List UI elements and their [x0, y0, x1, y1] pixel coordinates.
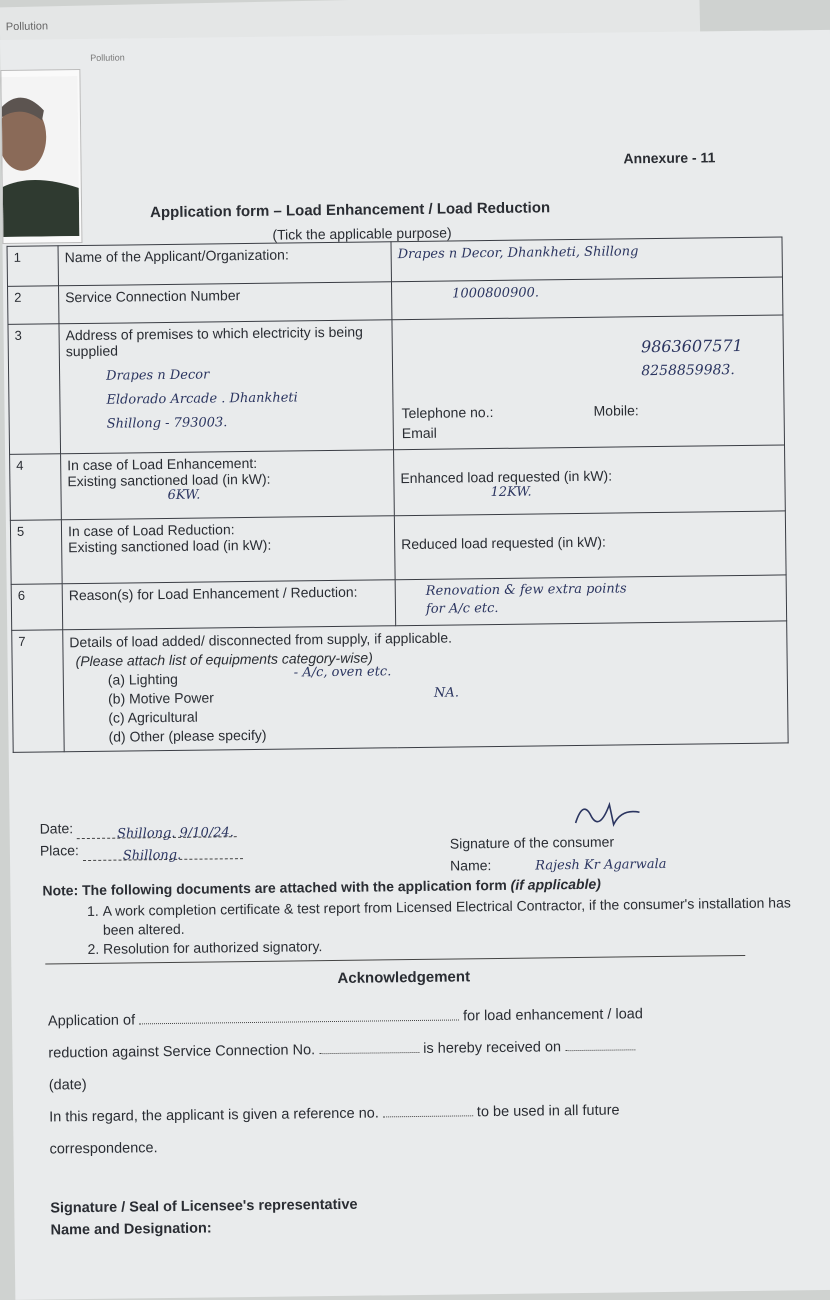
note-block [42, 872, 803, 959]
item-lighting: (a) Lighting [107, 670, 178, 688]
service-connection-label: Service Connection Number [59, 282, 392, 324]
form-paper [0, 30, 830, 1300]
address-label: Address of premises to which electricity is being supplied [65, 323, 363, 360]
row-load-reduction [10, 511, 786, 584]
stamp-text: Pollution [90, 52, 125, 63]
row-number: 7 [12, 630, 64, 753]
note-heading: Note: The following documents are attached with the application form [42, 876, 507, 899]
place-value: Shillong. [122, 847, 182, 864]
note-item-2: 2. Resolution for authorized signatory. [103, 931, 803, 959]
ack-text: to be used in all future [476, 1102, 620, 1121]
existing-load-value: 6KW. [167, 487, 201, 503]
row-load-enhancement [10, 445, 786, 520]
row-number: 4 [10, 454, 62, 521]
load-details-hw-1: - A/c, oven etc. [293, 664, 392, 681]
telephone-label: Telephone no.: [401, 404, 494, 422]
applicant-name-label: Name of the Applicant/Organization: [58, 242, 391, 286]
note-heading-em: (if applicable) [510, 875, 601, 893]
place-label: Place: [39, 842, 79, 859]
received-date-blank[interactable] [565, 1037, 635, 1051]
enhanced-load-field[interactable] [394, 445, 786, 516]
load-enhancement-heading: In case of Load Enhancement: [67, 454, 258, 474]
existing-load-label: Existing sanctioned load (in kW): [67, 470, 271, 490]
reduced-load-field[interactable] [394, 511, 786, 580]
row-load-details [12, 621, 788, 752]
reason-value-2: for A/c etc. [425, 600, 499, 617]
applicant-photo [0, 69, 82, 244]
applicant-name-value: Drapes n Decor, Dhankheti, Shillong [397, 244, 639, 263]
signature-label: Signature of the consumer [449, 833, 615, 852]
application-table [7, 236, 789, 752]
reason-value-1: Renovation & few extra points [425, 581, 627, 599]
row-number: 2 [8, 286, 59, 325]
reason-label: Reason(s) for Load Enhancement / Reduction: [62, 580, 396, 630]
phone-number-2: 8258859983. [641, 362, 735, 380]
ack-text: for load enhancement / load [462, 1006, 643, 1025]
signature-block [449, 794, 666, 879]
phone-number-1: 9863607571 [640, 335, 743, 357]
ack-text: Application of [47, 1012, 136, 1030]
name-label: Name: [450, 857, 492, 874]
row-number: 3 [8, 324, 61, 455]
consumer-signature [569, 794, 649, 831]
back-sheet-label: Pollution [5, 20, 49, 34]
name-value[interactable]: Rajesh Kr Agarwala [535, 856, 667, 874]
load-details-field[interactable] [63, 621, 788, 752]
seal-line-2: Name and Designation: [50, 1220, 212, 1239]
row-number: 6 [11, 584, 63, 631]
ack-text: reduction against Service Connection No. [48, 1042, 316, 1062]
enhanced-load-label: Enhanced load requested (in kW): [400, 467, 613, 487]
service-no-blank[interactable] [319, 1040, 419, 1054]
service-connection-value: 1000800900. [452, 285, 540, 302]
seal-line-1: Signature / Seal of Licensee's representative [50, 1196, 358, 1217]
ack-text: is hereby received on [423, 1039, 562, 1057]
address-field[interactable] [59, 320, 394, 454]
existing-load-red-label: Existing sanctioned load (in kW): [68, 536, 272, 556]
form-title: Application form – Load Enhancement / Load Reduction [150, 199, 551, 222]
mobile-label: Mobile: [593, 402, 639, 419]
place-field[interactable] [83, 842, 243, 864]
existing-load-red-field[interactable] [61, 516, 395, 584]
row-address [8, 315, 785, 454]
applicant-blank[interactable] [139, 1007, 459, 1024]
date-label: Date: [39, 820, 74, 837]
form-subtitle: (Tick the applicable purpose) [272, 224, 452, 243]
load-details-heading: Details of load added/ disconnected from supply, if applicable. [69, 629, 453, 651]
date-value: Shillong. 9/10/24. [116, 825, 234, 842]
ack-text: correspondence. [49, 1140, 158, 1158]
reduced-load-label: Reduced load requested (in kW): [401, 533, 606, 553]
row-number: 1 [7, 246, 58, 287]
row-number: 5 [10, 520, 62, 585]
contact-field[interactable] [392, 315, 785, 450]
address-line-1: Drapes n Decor [106, 367, 210, 384]
load-details-hw-2: NA. [433, 685, 460, 701]
load-details-sub: (Please attach list of equipments category-wise) [75, 649, 373, 670]
existing-load-enh-field[interactable] [61, 450, 395, 520]
item-motive-power: (b) Motive Power [107, 689, 214, 707]
acknowledgement-body [48, 996, 790, 1165]
item-agricultural: (c) Agricultural [108, 708, 198, 726]
annexure-label: Annexure - 11 [623, 149, 716, 167]
address-line-2: Eldorado Arcade . Dhankheti [106, 390, 298, 408]
address-line-3: Shillong - 793003. [106, 415, 228, 432]
applicant-name-field[interactable] [391, 237, 782, 282]
ack-text: (date) [48, 1077, 87, 1094]
item-other: (d) Other (please specify) [108, 726, 267, 745]
acknowledgement-title: Acknowledgement [337, 968, 471, 987]
email-label: Email [401, 424, 437, 442]
note-item-1: 1. A work completion certificate & test report from Licensed Electrical Contractor, if the consumer's installation has been altered. [103, 893, 803, 940]
date-place-block [39, 815, 243, 864]
ack-text: In this regard, the applicant is given a reference no. [49, 1105, 379, 1126]
load-reduction-heading: In case of Load Reduction: [67, 521, 235, 540]
reason-field[interactable] [395, 575, 787, 626]
reference-no-blank[interactable] [383, 1103, 473, 1117]
service-connection-field[interactable] [391, 277, 782, 320]
date-field[interactable] [77, 820, 237, 842]
enhanced-load-value: 12KW. [490, 484, 532, 501]
licensee-seal-block [50, 1194, 358, 1242]
